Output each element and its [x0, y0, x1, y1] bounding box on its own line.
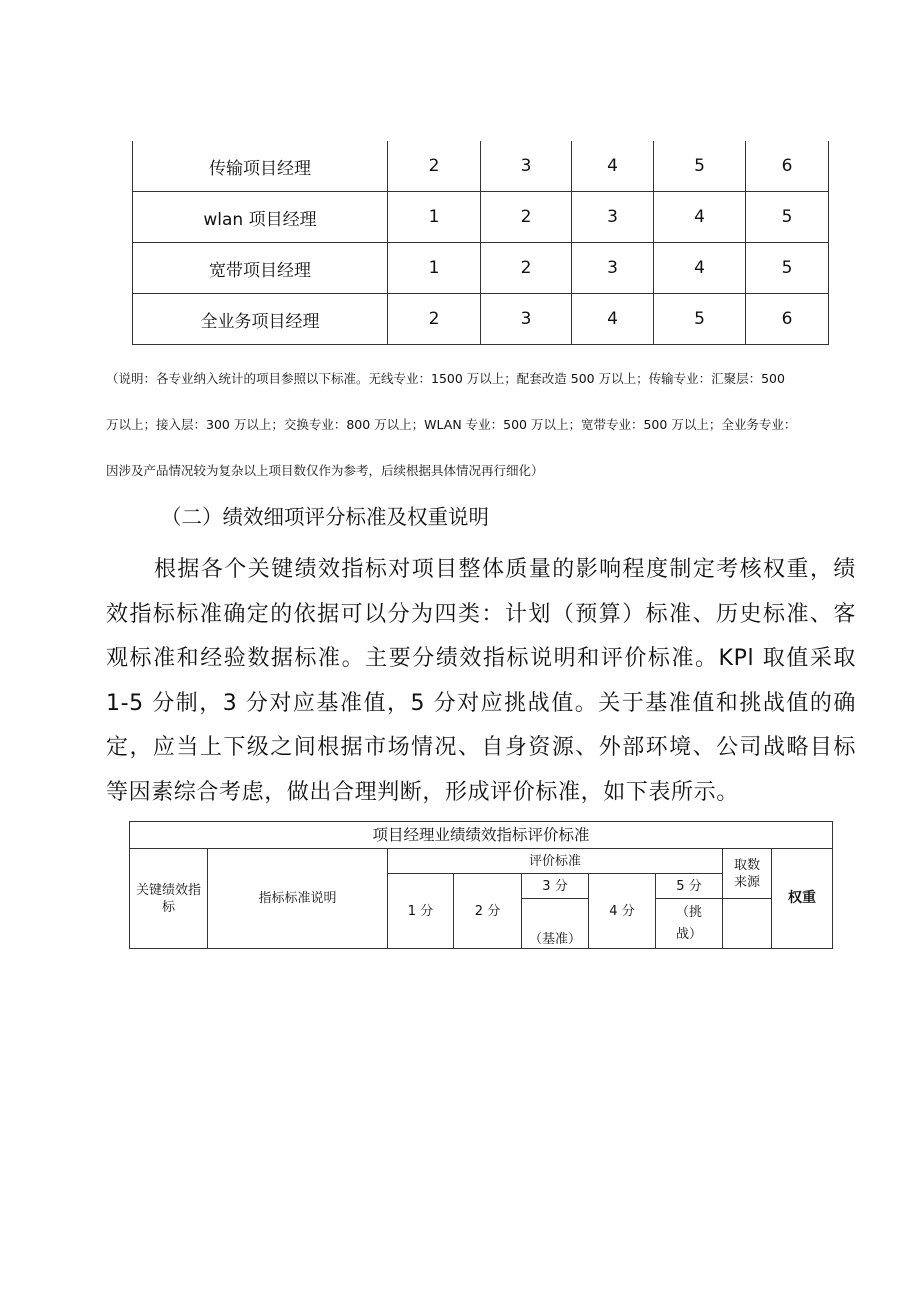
- header-score-5: 5 分: [656, 874, 723, 899]
- cell: 3: [572, 192, 654, 243]
- paragraph-line: 等因素综合考虑，做出合理判断，形成评价标准，如下表所示。: [106, 779, 739, 805]
- cell: 5: [654, 294, 746, 345]
- paragraph-line: 1-5 分制，3 分对应基准值，5 分对应挑战值。关于基准值和挑战值的确: [106, 690, 856, 716]
- cell: 4: [572, 294, 654, 345]
- paragraph-line: 观标准和经验数据标准。主要分绩效指标说明和评价标准。KPl 取值采取: [106, 646, 856, 671]
- body-paragraph: [106, 548, 856, 815]
- note-line-3: 因涉及产品情况较为复杂以上项目数仅作为参考，后续根据具体情况再行细化）: [106, 463, 544, 478]
- header-score-3-note: （基准）: [522, 899, 589, 949]
- header-kpi: 关键绩效指标: [130, 849, 208, 949]
- table-row: [133, 192, 829, 243]
- row-label: 全业务项目经理: [133, 294, 388, 345]
- paragraph-line: 定，应当上下级之间根据市场情况、自身资源、外部环境、公司战略目标: [106, 735, 856, 760]
- table-title-row: [130, 822, 833, 849]
- table-row: [133, 141, 829, 192]
- table-header-row: [130, 849, 833, 874]
- empty-cell: [723, 899, 772, 949]
- cell: 6: [746, 141, 829, 192]
- header-evaluation: 评价标准: [388, 849, 723, 874]
- row-label: 传输项目经理: [133, 141, 388, 192]
- cell: 4: [654, 243, 746, 294]
- header-score-1: 1 分: [388, 874, 454, 949]
- cell: 3: [481, 141, 572, 192]
- header-score-5-note: [656, 899, 723, 949]
- kpi-evaluation-table: [129, 821, 833, 949]
- header-source-line1: 取数: [723, 849, 772, 874]
- cell: 3: [481, 294, 572, 345]
- cell: 2: [481, 192, 572, 243]
- cell: 1: [388, 192, 481, 243]
- cell: 2: [388, 141, 481, 192]
- header-score-2: 2 分: [454, 874, 522, 949]
- row-label: 宽带项目经理: [133, 243, 388, 294]
- cell: 1: [388, 243, 481, 294]
- cell: 2: [481, 243, 572, 294]
- header-weight: 权重: [772, 849, 833, 949]
- project-count-table: [132, 141, 829, 345]
- row-label: wlan 项目经理: [133, 192, 388, 243]
- note-line-2: 万以上；接入层：300 万以上；交换专业：800 万以上；WLAN 专业：500 万以上；宽带专业：500 万以上；全业务专业：: [106, 417, 797, 432]
- table-row: [133, 243, 829, 294]
- cell: 6: [746, 294, 829, 345]
- score-5-note-text: （挑战）: [675, 904, 702, 942]
- header-description: 指标标准说明: [208, 849, 388, 949]
- note-line-1: （说明：各专业纳入统计的项目参照以下标准。无线专业：1500 万以上；配套改造 500 万以上；传输专业：汇聚层：500: [106, 371, 785, 386]
- paragraph-line: 根据各个关键绩效指标对项目整体质量的影响程度制定考核权重，绩: [154, 557, 856, 582]
- cell: 4: [654, 192, 746, 243]
- table-row: [133, 294, 829, 345]
- cell: 5: [746, 192, 829, 243]
- cell: 3: [572, 243, 654, 294]
- header-score-3: 3 分: [522, 874, 589, 899]
- header-source-line2: 来源: [723, 874, 772, 899]
- section-heading: （二）绩效细项评分标准及权重说明: [161, 505, 489, 529]
- header-score-4: 4 分: [589, 874, 656, 949]
- cell: 4: [572, 141, 654, 192]
- paragraph-line: 效指标标准确定的依据可以分为四类：计划（预算）标准、历史标准、客: [106, 601, 856, 627]
- table-title: 项目经理业绩绩效指标评价标准: [130, 822, 833, 849]
- cell: 5: [746, 243, 829, 294]
- cell: 5: [654, 141, 746, 192]
- cell: 2: [388, 294, 481, 345]
